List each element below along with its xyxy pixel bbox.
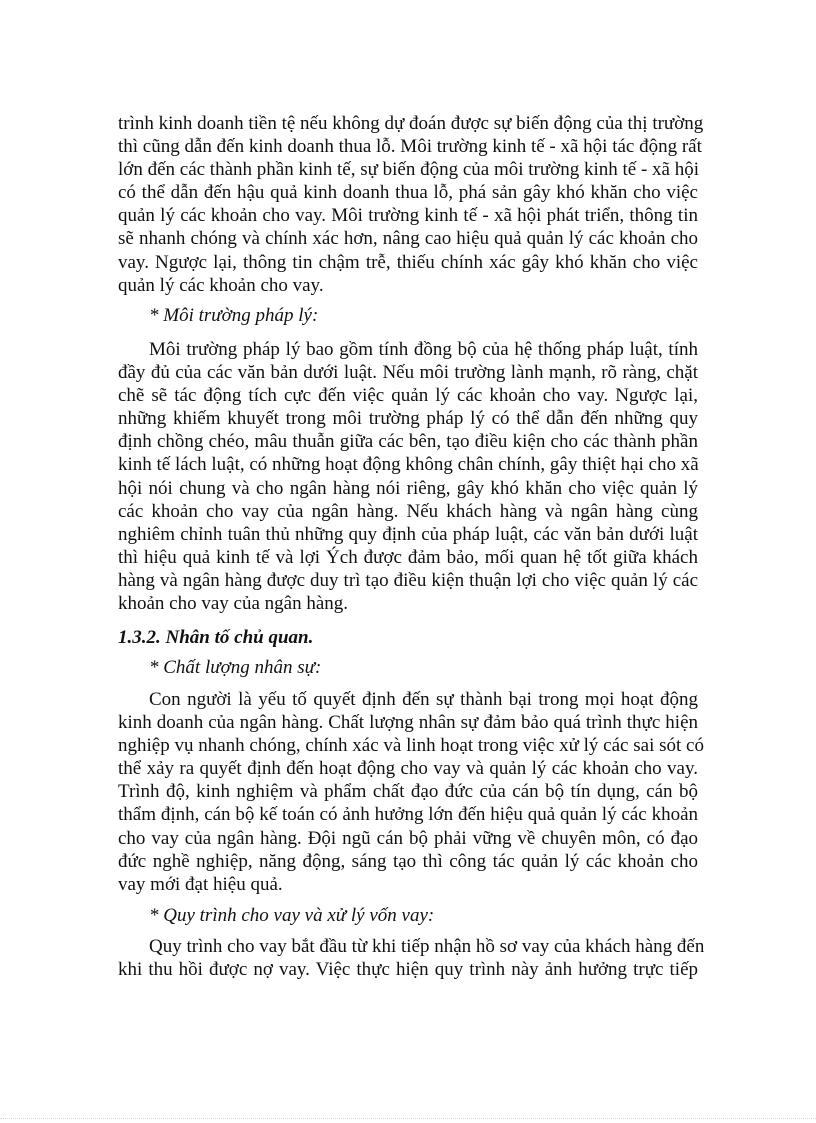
text-line: hội nói chung và cho ngân hàng nói riêng, gây khó khăn cho việc quản lý xyxy=(118,477,698,499)
text-line: định chồng chéo, mâu thuẫn giữa các bên, tạo điều kiện cho các thành phần xyxy=(118,431,698,453)
paragraph-economic-environment xyxy=(118,112,704,297)
text-line: thì cũng dẫn đến kinh doanh thua lỗ. Môi trường kinh tế - xã hội tác động rất xyxy=(118,136,702,158)
text-line: Quy trình cho vay bắt đầu từ khi tiếp nhận hồ sơ vay của khách hàng đến xyxy=(149,936,705,957)
subheading-text: * Quy trình cho vay và xử lý vốn vay: xyxy=(149,905,435,926)
text-line: quản lý các khoản cho vay. xyxy=(118,274,324,296)
paragraph-personnel-quality xyxy=(118,688,704,896)
text-line: cho vay của ngân hàng. Đội ngũ cán bộ phải vững về chuyên môn, có đạo xyxy=(118,827,698,849)
text-line: hàng và ngân hàng được duy trì tạo điều kiện thuận lợi cho việc quản lý các xyxy=(118,569,698,591)
text-line: kinh tế lách luật, có những hoạt động không chân chính, gây thiệt hại cho xã xyxy=(118,454,699,476)
page-bottom-edge xyxy=(0,1118,816,1119)
section-heading-text: 1.3.2. Nhân tố chủ quan. xyxy=(118,627,314,648)
text-line: sẽ nhanh chóng và chính xác hơn, nâng cao hiệu quả quản lý các khoản cho xyxy=(118,228,698,250)
text-line: Trình độ, kinh nghiệm và phẩm chất đạo đức của cán bộ tín dụng, cán bộ xyxy=(118,781,698,803)
text-line: trình kinh doanh tiền tệ nếu không dự đoán được sự biến động của thị trường xyxy=(118,113,704,134)
text-line: Môi trường pháp lý bao gồm tính đồng bộ của hệ thống pháp luật, tính xyxy=(149,339,698,360)
text-line: đầy đủ của các văn bản dưới luật. Nếu môi trường lành mạnh, rõ ràng, chặt xyxy=(118,362,698,384)
text-line: có thể dẫn đến hậu quả kinh doanh thua lỗ, phá sản gây khó khăn cho việc xyxy=(118,182,698,204)
text-line: Con người là yếu tố quyết định đến sự thành bại trong mọi hoạt động xyxy=(149,689,698,710)
text-line: chẽ sẽ tác động tích cực đến việc quản lý các khoản cho vay. Ngược lại, xyxy=(118,385,698,407)
subheading-text: * Chất lượng nhân sự: xyxy=(149,657,322,678)
text-line: vay. Ngược lại, thông tin chậm trễ, thiếu chính xác gây khó khăn cho việc xyxy=(118,251,698,273)
text-line: thẩm định, cán bộ kế toán có ảnh hưởng lớn đến hiệu quả quản lý các khoản xyxy=(118,804,698,826)
text-line: quản lý các khoản cho vay. Môi trường kinh tế - xã hội phát triển, thông tin xyxy=(118,205,698,227)
text-line: thì hiệu quả kinh tế và lợi Ých được đảm bảo, mối quan hệ tốt giữa khách xyxy=(118,546,698,568)
section-heading xyxy=(118,626,698,649)
text-line: các khoản cho vay của ngân hàng. Nếu khách hàng và ngân hàng cùng xyxy=(118,500,698,522)
text-line: lớn đến các thành phần kinh tế, sự biến động của môi trường kinh tế - xã hội xyxy=(118,159,700,181)
subheading-legal-environment xyxy=(118,304,698,327)
text-line: nghiệp vụ nhanh chóng, chính xác và linh hoạt trong việc xử lý các sai sót có xyxy=(118,735,704,757)
text-line: kinh doanh của ngân hàng. Chất lượng nhân sự đảm bảo quá trình thực hiện xyxy=(118,712,698,734)
subheading-text: * Môi trường pháp lý: xyxy=(149,305,319,326)
text-line: vay mới đạt hiệu quả. xyxy=(118,873,283,895)
text-line: nghiêm chỉnh tuân thủ những quy định của pháp luật, các văn bản dưới luật xyxy=(118,523,698,545)
paragraph-lending-process xyxy=(118,935,705,981)
text-line: khoản cho vay của ngân hàng. xyxy=(118,593,349,615)
text-line: khi thu hồi được nợ vay. Việc thực hiện quy trình này ảnh hưởng trực tiếp xyxy=(118,959,698,981)
text-line: những khiếm khuyết trong môi trường pháp lý có thể dẫn đến những quy xyxy=(118,408,698,430)
subheading-personnel-quality xyxy=(118,656,698,679)
text-line: đức nghề nghiệp, năng động, sáng tạo thì công tác quản lý các khoản cho xyxy=(118,850,698,872)
text-line: thể xảy ra quyết định đến hoạt động cho vay và quản lý các khoản cho vay. xyxy=(118,758,698,780)
subheading-lending-process xyxy=(118,904,698,927)
paragraph-legal-environment xyxy=(118,338,698,615)
